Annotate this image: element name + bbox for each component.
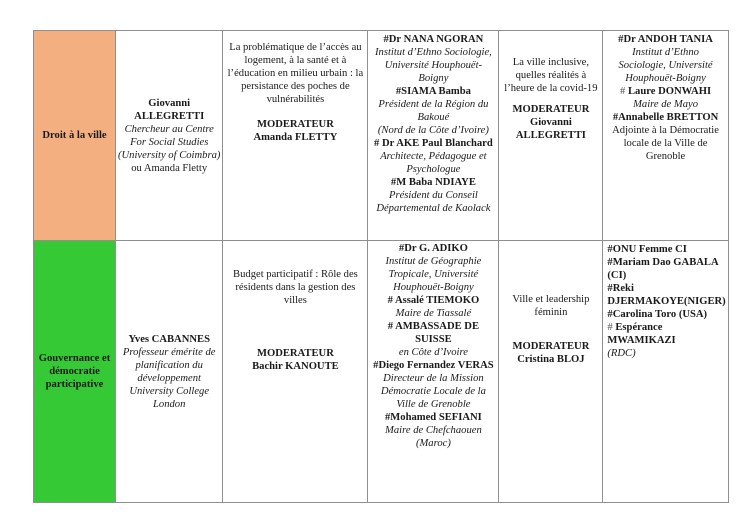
text-block — [370, 33, 496, 215]
text-line — [607, 321, 725, 334]
text-run: Chercheur au Centre — [124, 123, 214, 135]
text-block — [501, 56, 600, 95]
text-line — [370, 385, 496, 398]
text-line — [605, 137, 725, 150]
text-run: # — [620, 86, 628, 97]
text-run: Université Houphouët- — [384, 60, 483, 71]
text-run: Espérance — [615, 322, 663, 333]
text-run: participative — [45, 379, 104, 390]
text-block — [36, 129, 113, 142]
text-line — [607, 347, 725, 360]
text-run: Droit à la ville — [42, 130, 107, 141]
text-line — [370, 59, 496, 72]
text-run: Institut d’Ethno Sociologie, — [375, 47, 492, 58]
text-block — [225, 268, 365, 307]
text-line — [36, 352, 113, 365]
text-run: Amanda FLETTY — [253, 132, 338, 143]
panelists-droit-a-la-ville — [368, 31, 499, 241]
text-run: University College — [129, 385, 210, 397]
text-line — [370, 33, 496, 46]
panelists-budget-participatif — [368, 241, 499, 503]
text-line — [118, 123, 220, 136]
text-line — [118, 398, 220, 411]
text-line — [501, 103, 600, 116]
text-line — [370, 46, 496, 59]
text-run: Président du Conseil — [388, 190, 478, 201]
text-line — [225, 131, 365, 144]
text-line — [370, 437, 496, 450]
text-line — [370, 124, 496, 137]
program-table — [33, 30, 729, 503]
text-block — [370, 242, 496, 450]
text-line — [370, 189, 496, 202]
text-run: #Dr G. ADIKO — [398, 243, 468, 254]
text-line — [118, 385, 220, 398]
text-run: La ville inclusive, — [512, 57, 589, 68]
text-run: Giovanni — [530, 117, 572, 128]
expert-giovanni-allegretti — [116, 31, 223, 241]
text-line — [370, 411, 496, 424]
text-run: Directeur de la Mission — [383, 373, 484, 384]
text-run: #Annabelle BRETTON — [612, 112, 719, 123]
text-run: (Nord de la Côte d’Ivoire) — [377, 125, 489, 136]
text-line — [370, 281, 496, 294]
text-run: DJERMAKOYE(NIGER) — [607, 296, 726, 307]
text-line — [36, 365, 113, 378]
theme-ville-inclusive — [499, 31, 603, 241]
text-run: #Mariam Dao GABALA — [607, 257, 719, 268]
text-line — [370, 72, 496, 85]
text-line — [225, 67, 365, 80]
text-line — [501, 69, 600, 82]
text-line — [225, 93, 365, 106]
text-run: Architecte, Pédagogue et — [380, 151, 487, 162]
text-run: Maire de Chefchaouen — [385, 425, 482, 436]
text-line — [225, 347, 365, 360]
text-line — [370, 398, 496, 411]
text-line — [605, 98, 725, 111]
text-line — [370, 111, 496, 124]
text-line — [370, 320, 496, 333]
text-line — [605, 33, 725, 46]
text-block — [118, 333, 220, 411]
text-run: Cristina BLOJ — [517, 354, 585, 365]
text-run: développement — [137, 372, 201, 384]
text-run: locale de la Ville de — [623, 138, 708, 149]
text-line — [501, 56, 600, 69]
text-line — [370, 85, 496, 98]
text-run: persistance des poches de — [241, 81, 350, 92]
text-run: For Social Studies — [130, 136, 209, 148]
text-run: #M Baba NDIAYE — [390, 177, 476, 188]
text-line — [607, 282, 725, 295]
theme-acces-logement — [223, 31, 368, 241]
text-line — [118, 110, 220, 123]
text-run: #ONU Femme CI — [607, 244, 687, 255]
text-run: l’heure de la covid-19 — [504, 83, 598, 94]
text-run: Yves CABANNES — [128, 333, 210, 345]
text-run: Psychologue — [406, 164, 461, 175]
text-line — [370, 242, 496, 255]
text-block — [501, 340, 600, 366]
text-line — [370, 372, 496, 385]
text-line — [370, 202, 496, 215]
topic-gouvernance-democratie — [34, 241, 116, 503]
text-run: MODERATEUR — [512, 341, 590, 352]
text-block — [607, 243, 725, 360]
text-run: # — [607, 322, 616, 333]
text-run: Institut d’Ethno — [632, 47, 699, 58]
text-line — [370, 137, 496, 150]
text-run: Grenoble — [645, 151, 686, 162]
text-run: ALLEGRETTI — [134, 110, 205, 122]
table-row — [34, 31, 729, 241]
text-line — [501, 306, 600, 319]
text-run: Boigny — [418, 73, 449, 84]
text-run: féminin — [534, 307, 568, 318]
text-run: logement, à la santé et à — [244, 55, 347, 66]
text-line — [225, 294, 365, 307]
text-run: Sociologie, Université — [618, 60, 713, 71]
text-line — [36, 129, 113, 142]
text-block — [36, 352, 113, 391]
text-line — [605, 85, 725, 98]
text-run: Maire de Tiassalé — [395, 308, 472, 319]
text-line — [370, 150, 496, 163]
text-line — [370, 424, 496, 437]
text-line — [501, 116, 600, 129]
text-run: Démocratie Locale de la — [380, 386, 486, 397]
table-row — [34, 241, 729, 503]
text-run: résidents dans la gestion des — [235, 282, 356, 293]
text-run: Houphouët-Boigny — [393, 282, 474, 293]
text-line — [607, 295, 725, 308]
text-run: l’éducation en milieu urbain : la — [227, 68, 364, 79]
text-line — [370, 163, 496, 176]
text-line — [225, 360, 365, 373]
text-block — [605, 33, 725, 163]
text-run: en Côte d’Ivoire — [398, 347, 468, 358]
text-line — [118, 136, 220, 149]
text-run: SUISSE — [415, 334, 452, 345]
text-run: #Dr ANDOH TANIA — [618, 34, 713, 45]
text-line — [501, 129, 600, 142]
text-line — [370, 98, 496, 111]
text-run: Départemental de Kaolack — [376, 203, 491, 214]
text-run: Bakoué — [417, 112, 450, 123]
text-run: Ville de Grenoble — [396, 399, 471, 410]
text-run: quelles réalités à — [515, 70, 587, 81]
text-run: #Reki — [607, 283, 634, 294]
text-block — [225, 347, 365, 373]
panelists-ville-inclusive — [603, 31, 728, 241]
text-line — [605, 111, 725, 124]
text-run: ou Amanda Fletty — [131, 162, 208, 174]
text-run: Laure DONWAHI — [627, 86, 712, 97]
text-line — [607, 334, 725, 347]
text-run: Budget participatif : Rôle des — [233, 269, 358, 280]
text-run: (University of Coimbra) — [118, 149, 221, 161]
text-run: villes — [283, 295, 307, 306]
text-line — [370, 333, 496, 346]
text-run: MODERATEUR — [256, 348, 334, 359]
text-line — [118, 333, 220, 346]
theme-ville-leadership-feminin — [499, 241, 603, 503]
text-run: Gouvernance et — [38, 353, 111, 364]
text-run: (Maroc) — [415, 438, 451, 449]
text-line — [118, 346, 220, 359]
text-line — [501, 293, 600, 306]
text-run: Ville et leadership — [512, 294, 590, 305]
text-run: Giovanni — [148, 97, 191, 109]
text-line — [118, 162, 220, 175]
text-line — [605, 150, 725, 163]
text-run: #Diego Fernandez VERAS — [373, 360, 494, 371]
text-run: MWAMIKAZI — [607, 335, 676, 346]
text-line — [370, 294, 496, 307]
text-line — [501, 82, 600, 95]
text-line — [370, 359, 496, 372]
text-line — [607, 243, 725, 256]
text-run: # AMBASSADE DE — [387, 321, 480, 332]
text-line — [370, 176, 496, 189]
text-line — [225, 54, 365, 67]
text-line — [607, 269, 725, 282]
text-run: # Dr AKE Paul Blanchard — [374, 138, 493, 149]
text-line — [225, 268, 365, 281]
text-run: Institut de Géographie — [385, 256, 482, 267]
text-line — [370, 346, 496, 359]
text-line — [370, 255, 496, 268]
theme-budget-participatif — [223, 241, 368, 503]
text-line — [501, 353, 600, 366]
text-run: Président de la Région du — [378, 99, 489, 110]
text-line — [225, 281, 365, 294]
text-run: planification du — [135, 359, 203, 371]
text-line — [118, 372, 220, 385]
text-line — [370, 268, 496, 281]
text-line — [605, 124, 725, 137]
text-block — [225, 118, 365, 144]
text-run: #Dr NANA NGORAN — [383, 34, 484, 45]
text-run: London — [153, 398, 186, 410]
text-run: #Mohamed SEFIANI — [384, 412, 482, 423]
text-run: Professeur émérite de — [122, 346, 216, 358]
text-line — [605, 46, 725, 59]
text-run: Bachir KANOUTE — [252, 361, 339, 372]
text-run: Adjointe à la Démocratie — [612, 125, 719, 136]
text-line — [118, 97, 220, 110]
text-line — [607, 308, 725, 321]
text-run: # Assalé TIEMOKO — [387, 295, 480, 306]
text-run: (CI) — [607, 270, 627, 281]
text-run: ALLEGRETTI — [515, 130, 586, 141]
text-line — [118, 359, 220, 372]
text-line — [607, 256, 725, 269]
text-line — [370, 307, 496, 320]
text-line — [118, 149, 220, 162]
text-line — [225, 41, 365, 54]
text-run: MODERATEUR — [512, 104, 590, 115]
text-run: #Carolina Toro (USA) — [607, 309, 708, 320]
text-run: Tropicale, Université — [388, 269, 479, 280]
expert-yves-cabannes — [116, 241, 223, 503]
topic-droit-a-la-ville — [34, 31, 116, 241]
text-run: démocratie — [49, 366, 100, 377]
text-line — [36, 378, 113, 391]
program-table-body — [34, 31, 729, 503]
program-table-wrapper — [33, 30, 729, 503]
text-line — [605, 72, 725, 85]
text-run: vulnérabilités — [266, 94, 325, 105]
text-line — [225, 80, 365, 93]
text-line — [225, 118, 365, 131]
text-block — [225, 41, 365, 106]
text-block — [118, 97, 220, 175]
text-run: La problématique de l’accès au — [229, 42, 362, 53]
text-block — [501, 293, 600, 319]
panelists-leadership-feminin — [603, 241, 728, 503]
text-run: Maire de Mayo — [633, 99, 699, 110]
text-run: (RDC) — [607, 348, 636, 359]
text-line — [501, 340, 600, 353]
text-run: MODERATEUR — [256, 119, 334, 130]
text-run: Houphouët-Boigny — [625, 73, 706, 84]
text-run: #SIAMA Bamba — [395, 86, 471, 97]
text-line — [605, 59, 725, 72]
text-block — [501, 103, 600, 142]
